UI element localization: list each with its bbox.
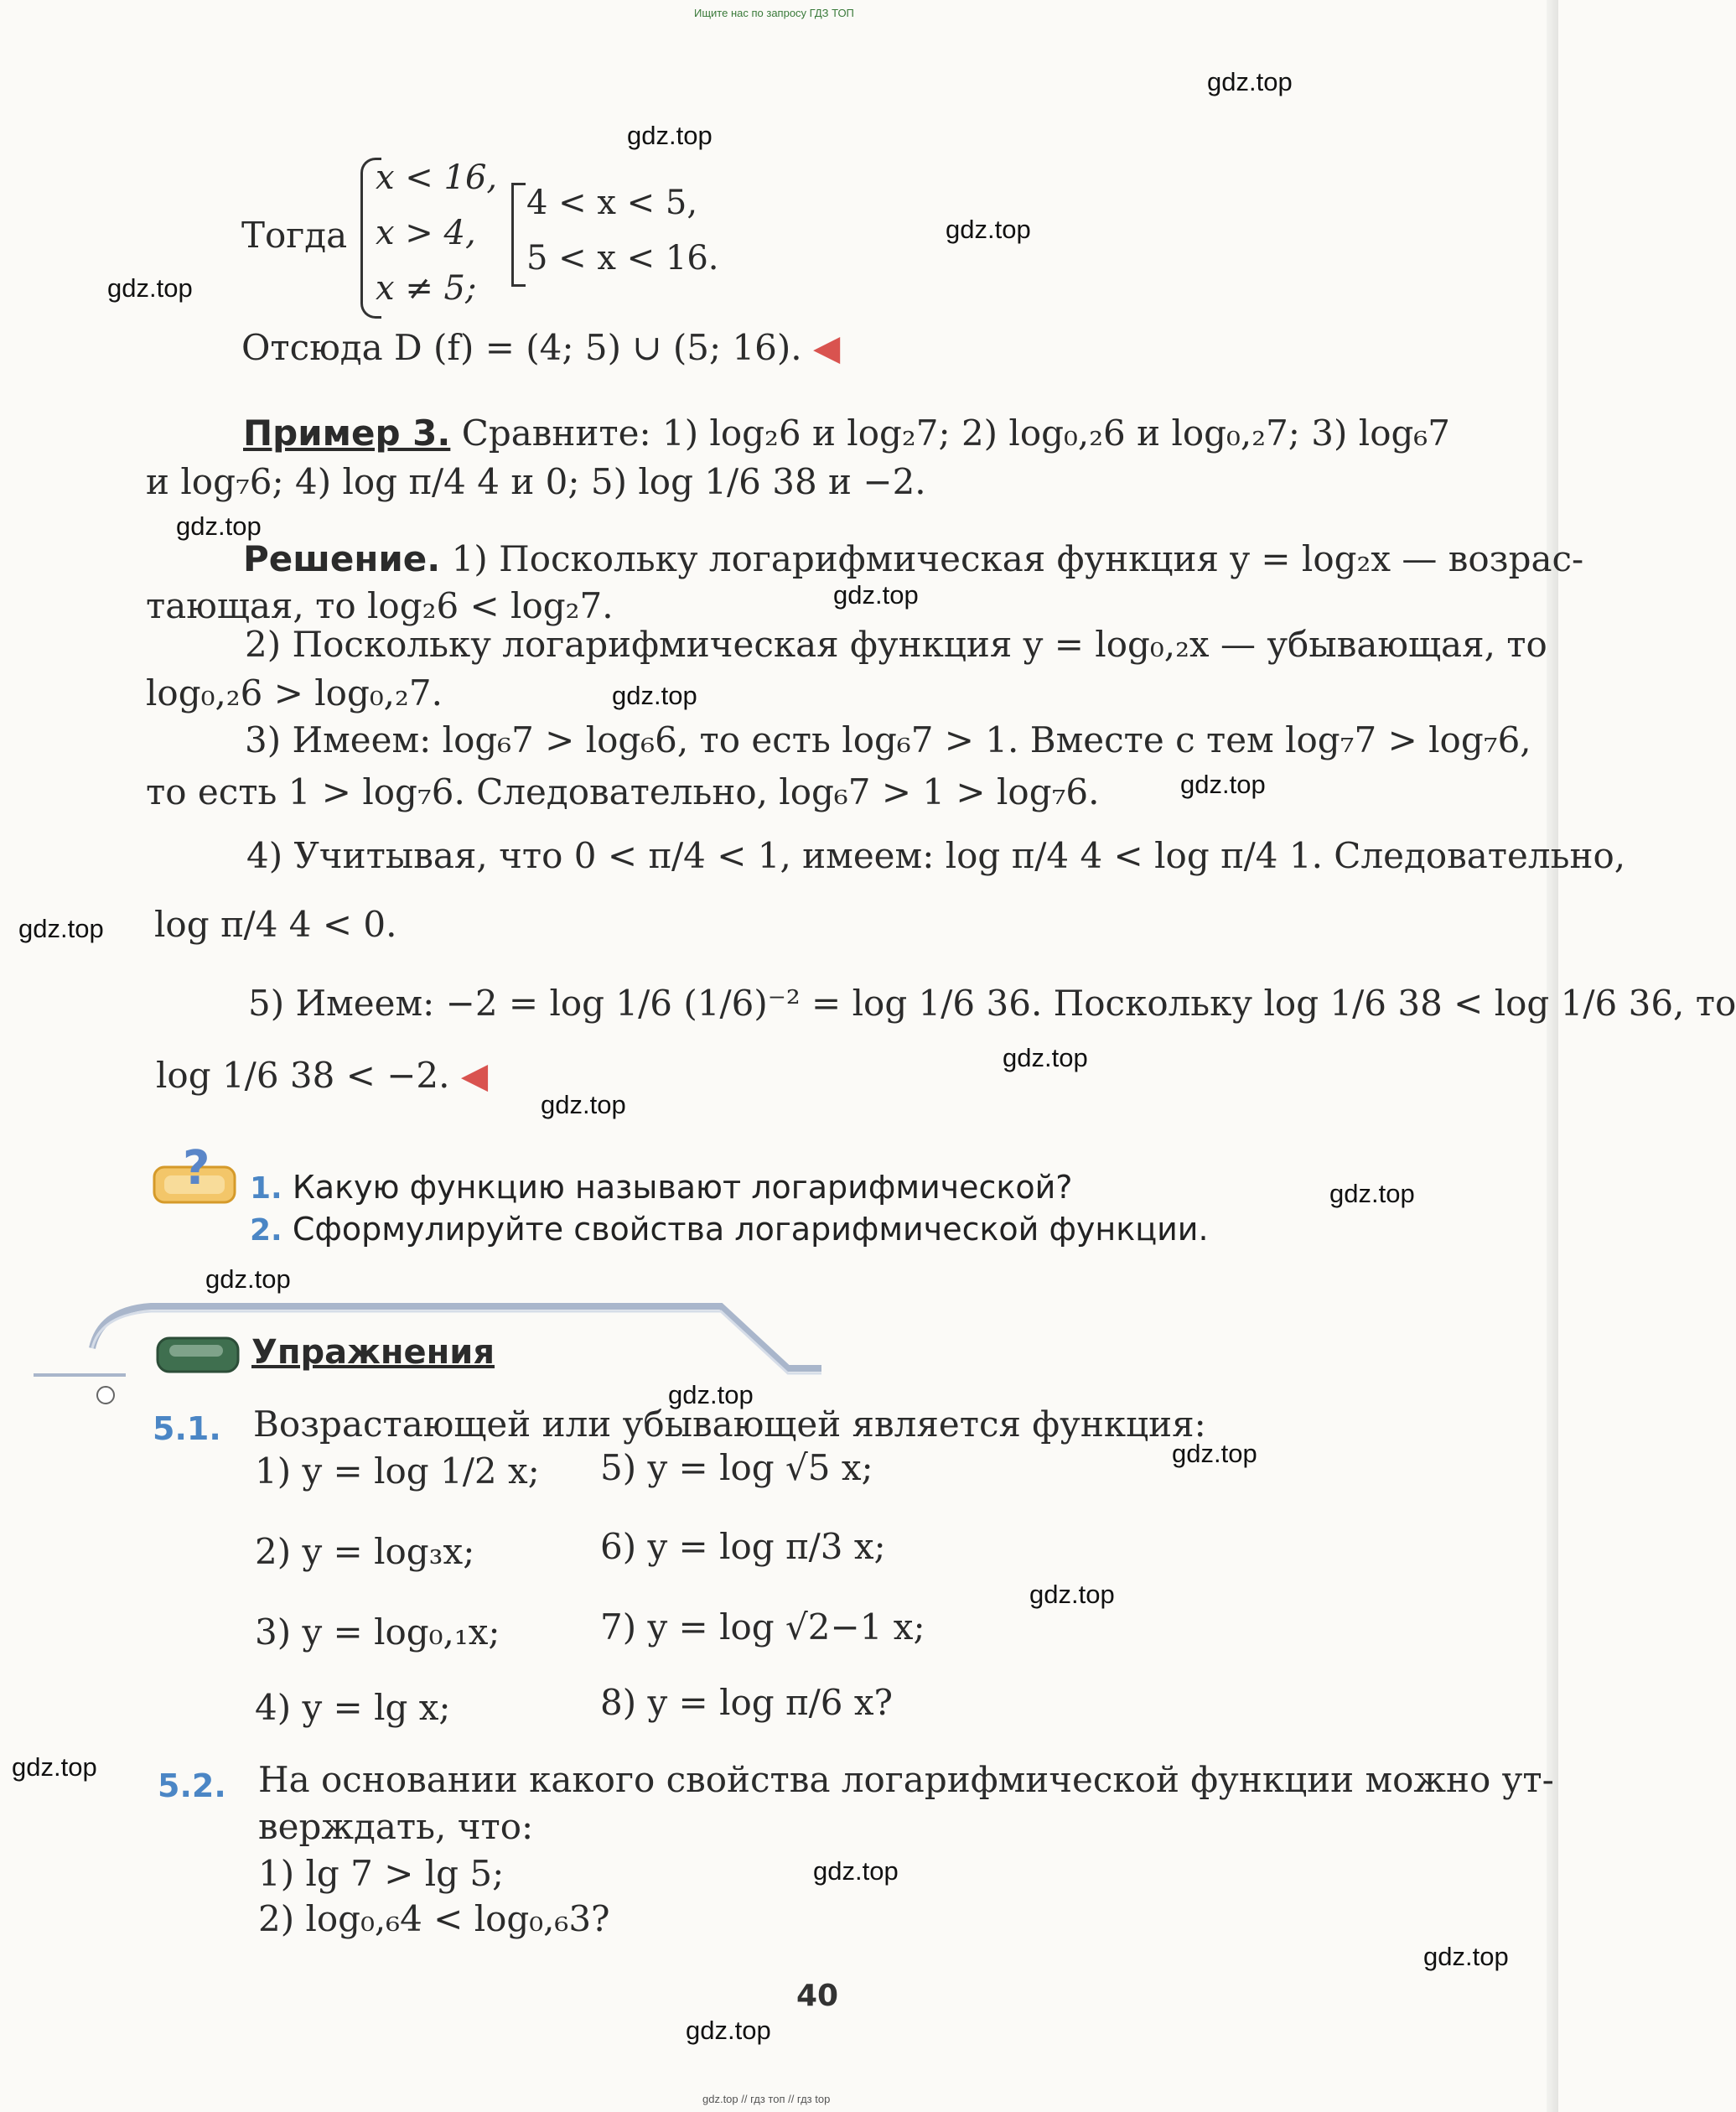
domain-line: Отсюда D (f) = (4; 5) ∪ (5; 16). ◀ — [241, 327, 841, 368]
system-row: x < 16, — [376, 158, 498, 197]
solution-line1: Решение. 1) Поскольку логарифмическая функция y = log₂x — возрас- — [243, 538, 1584, 579]
exercise-item: 2) y = log₃x; — [255, 1531, 475, 1572]
watermark: gdz.top — [1172, 1439, 1257, 1468]
exercise-text: Возрастающей или убывающей является функция: — [253, 1404, 1206, 1445]
exercise-item: 4) y = lg x; — [255, 1687, 451, 1728]
solution-line: то есть 1 > log₇6. Следовательно, log₆7 > 1 > log₇6. — [146, 771, 1100, 812]
watermark: gdz.top — [1329, 1179, 1415, 1208]
exercise-item: 8) y = log π/6 x? — [600, 1682, 894, 1723]
exercise-text: На основании какого свойства логарифмической функции можно ут- — [258, 1759, 1554, 1800]
solution-line: 5) Имеем: −2 = log 1/6 (1/6)⁻² = log 1/6 36. Поскольку log 1/6 38 < log 1/6 36, то — [248, 983, 1736, 1024]
watermark: gdz.top — [18, 914, 104, 943]
page-number: 40 — [796, 1979, 839, 2013]
exercise-item: 1) y = log 1/2 x; — [255, 1450, 540, 1492]
question-item: 2. Сформулируйте свойства логарифмической функции. — [250, 1211, 1209, 1248]
exercise-item: 6) y = log π/3 x; — [600, 1526, 886, 1567]
question-item: 1. Какую функцию называют логарифмической? — [250, 1169, 1073, 1206]
solution-line: 3) Имеем: log₆7 > log₆6, то есть log₆7 > 1. Вместе с тем log₇7 > log₇6, — [245, 719, 1531, 760]
watermark: gdz.top — [205, 1264, 291, 1294]
watermark: gdz.top — [176, 511, 262, 541]
watermark: gdz.top — [1003, 1043, 1088, 1072]
end-marker: ◀ — [460, 1055, 489, 1096]
exercise-item: 3) y = log₀,₁x; — [255, 1611, 500, 1653]
svg-text:?: ? — [183, 1141, 210, 1196]
header-search-hint: Ищите нас по запросу ГДЗ ТОП — [694, 7, 854, 19]
watermark: gdz.top — [107, 273, 193, 303]
system-row: x ≠ 5; — [376, 269, 477, 308]
watermark: gdz.top — [1180, 770, 1266, 799]
example-line2: и log₇6; 4) log π/4 4 и 0; 5) log 1/6 38 и −2. — [146, 461, 926, 502]
exercise-item: 7) y = log √2−1 x; — [600, 1606, 925, 1648]
example-label: Пример 3. — [243, 413, 451, 454]
solution-line: log π/4 4 < 0. — [154, 904, 397, 945]
watermark: gdz.top — [612, 681, 697, 710]
solution-line: log₀,₂6 > log₀,₂7. — [146, 672, 443, 714]
alt-row: 4 < x < 5, — [526, 184, 698, 222]
question-icon — [149, 1142, 241, 1211]
watermark: gdz.top — [813, 1856, 899, 1886]
watermark: gdz.top — [627, 121, 713, 150]
system-row: x > 4, — [376, 214, 476, 252]
watermark: gdz.top — [1029, 1580, 1115, 1609]
watermark: gdz.top — [12, 1752, 97, 1782]
watermark: gdz.top — [686, 2016, 771, 2045]
exercise-number: 5.1. — [153, 1410, 221, 1447]
watermark: gdz.top — [1423, 1942, 1509, 1971]
exercise-item: 5) y = log √5 x; — [600, 1447, 873, 1488]
alt-bracket — [511, 183, 526, 287]
example-line1: Пример 3. Сравните: 1) log₂6 и log₂7; 2) log₀,₂6 и log₀,₂7; 3) log₆7 — [243, 413, 1450, 454]
exercises-title: Упражнения — [251, 1333, 495, 1372]
solution-line: тающая, то log₂6 < log₂7. — [146, 585, 614, 626]
watermark: gdz.top — [541, 1090, 626, 1119]
solution-line-final: log 1/6 38 < −2. ◀ — [156, 1055, 489, 1096]
watermark: gdz.top — [833, 580, 919, 610]
alt-row: 5 < x < 16. — [526, 239, 719, 278]
watermark: gdz.top — [946, 215, 1031, 244]
watermark: gdz.top — [668, 1380, 754, 1409]
exercise-item: 2) log₀,₆4 < log₀,₆3? — [258, 1898, 610, 1939]
end-marker: ◀ — [813, 327, 841, 368]
system-prefix: Тогда — [241, 215, 348, 256]
exercise-text: верждать, что: — [258, 1806, 534, 1847]
exercise-item: 1) lg 7 > lg 5; — [258, 1853, 505, 1894]
solution-label: Решение. — [243, 538, 441, 579]
watermark: gdz.top — [1207, 67, 1293, 96]
solution-line: 4) Учитывая, что 0 < π/4 < 1, имеем: log π/4 4 < log π/4 1. Следовательно, — [246, 835, 1626, 876]
footer-tiny: gdz.top // гдз топ // гдз top — [702, 2093, 831, 2105]
exercise-number: 5.2. — [158, 1767, 226, 1804]
solution-line: 2) Поскольку логарифмическая функция y = log₀,₂x — убывающая, то — [245, 624, 1547, 665]
